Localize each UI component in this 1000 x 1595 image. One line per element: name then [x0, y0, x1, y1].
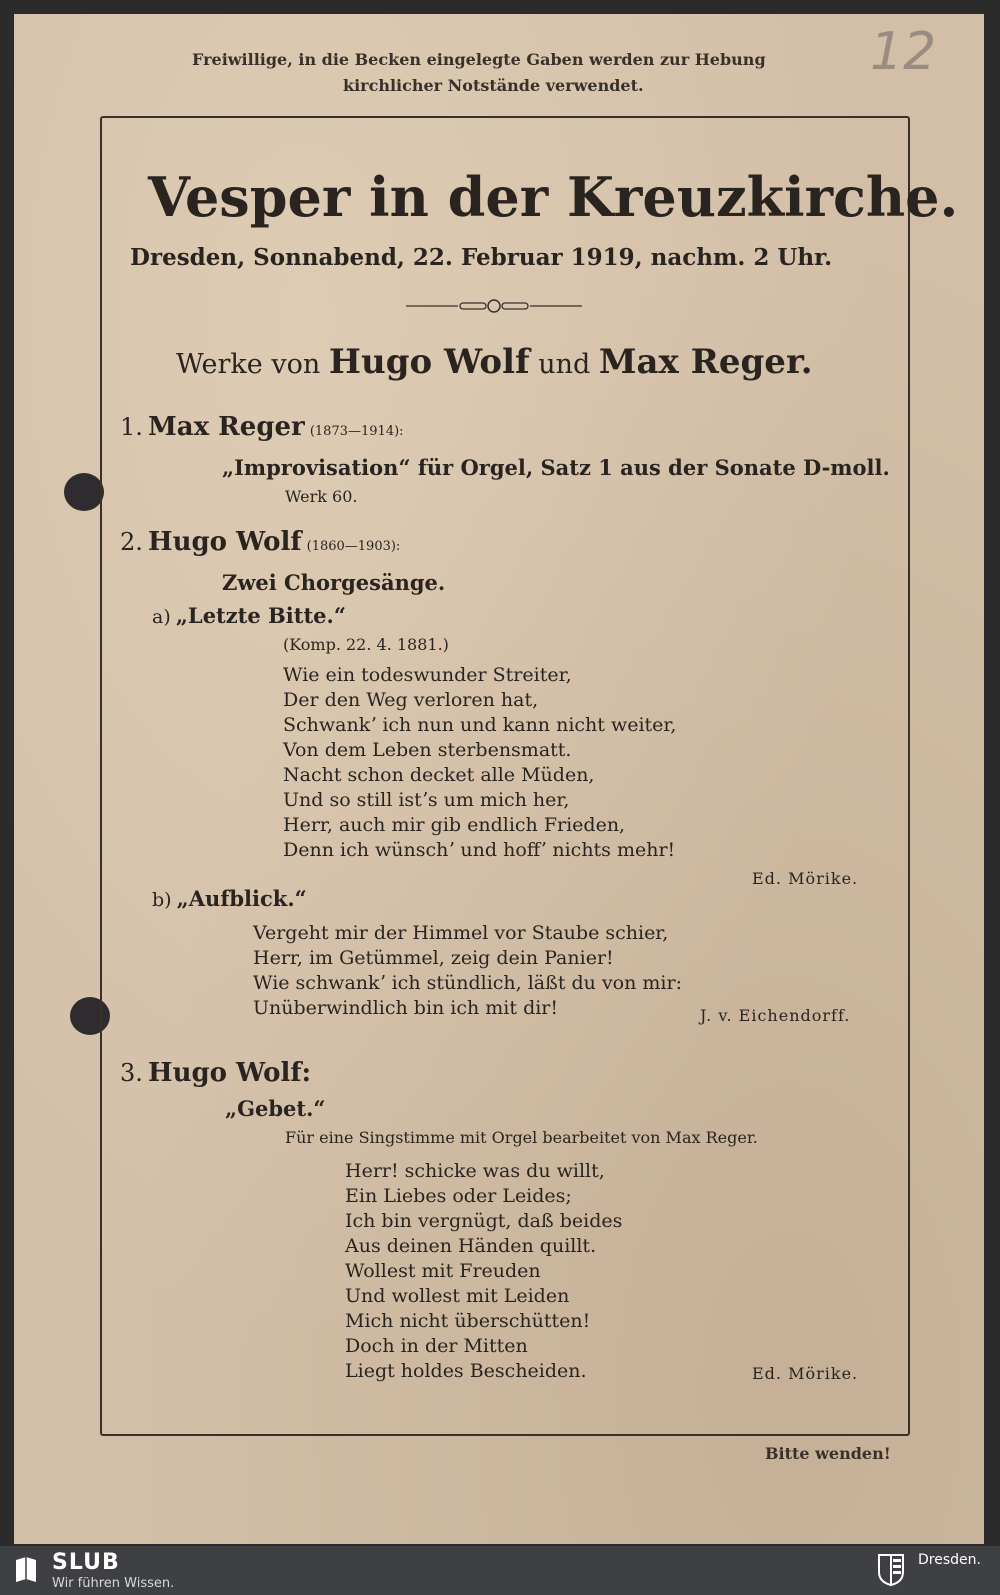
poem-author: Ed. Mörike. — [752, 869, 859, 888]
slub-book-icon — [14, 1556, 38, 1584]
poem-line: Unüberwindlich bin ich mit dir! — [253, 997, 559, 1019]
poem-line: Und wollest mit Leiden — [345, 1285, 570, 1307]
works-heading: Werke von Hugo Wolf und Max Reger. — [176, 342, 813, 382]
poem-line: Herr, auch mir gib endlich Frieden, — [283, 814, 626, 836]
program-item-2: 2. Hugo Wolf (1860—1903): — [120, 527, 401, 557]
item-2a-composed: (Komp. 22. 4. 1881.) — [283, 635, 449, 654]
punch-hole — [64, 473, 104, 511]
item-1-piece: „Improvisation“ für Orgel, Satz 1 aus der Sonate D-moll. — [222, 455, 890, 480]
item-2a-title: a) „Letzte Bitte.“ — [152, 603, 346, 628]
ornament-divider — [406, 298, 582, 314]
poem-line: Doch in der Mitten — [345, 1335, 528, 1357]
poem-line: Der den Weg verloren hat, — [283, 689, 539, 711]
dresden-crest-icon — [878, 1554, 904, 1586]
dresden-link[interactable]: Dresden. — [918, 1552, 981, 1568]
poem-line: Und so still istʼs um mich her, — [283, 789, 570, 811]
slub-name[interactable]: SLUB — [52, 1550, 120, 1575]
poem-line: Denn ich wünschʼ und hoffʼ nichts mehr! — [283, 839, 676, 861]
poem-line: Wollest mit Freuden — [345, 1260, 541, 1282]
poem-line: Aus deinen Händen quillt. — [345, 1235, 597, 1257]
poem-line: Wie schwankʼ ich stündlich, läßt du von mir: — [253, 972, 682, 994]
poem-line: Schwankʼ ich nun und kann nicht weiter, — [283, 714, 677, 736]
page-title: Vesper in der Kreuzkirche. — [148, 165, 959, 229]
item-2b-title: b) „Aufblick.“ — [152, 886, 307, 911]
poem-line: Herr, im Getümmel, zeig dein Panier! — [253, 947, 614, 969]
footer-bar — [0, 1546, 1000, 1595]
poem-line: Ich bin vergnügt, daß beides — [345, 1210, 623, 1232]
poem-line: Wie ein todeswunder Streiter, — [283, 664, 572, 686]
poem-line: Von dem Leben sterbensmatt. — [283, 739, 572, 761]
poem-line: Mich nicht überschütten! — [345, 1310, 591, 1332]
donation-note-line1: Freiwillige, in die Becken eingelegte Gaben werden zur Hebung — [192, 50, 766, 69]
donation-note-line2: kirchlicher Notstände verwendet. — [343, 76, 644, 95]
poem-line: Vergeht mir der Himmel vor Staube schier, — [253, 922, 669, 944]
program-item-1: 1. Max Reger (1873—1914): — [120, 412, 404, 442]
slub-tagline: Wir führen Wissen. — [52, 1576, 175, 1591]
item-1-opus: Werk 60. — [285, 487, 358, 506]
item-3-arrangement: Für eine Singstimme mit Orgel bearbeitet von Max Reger. — [285, 1128, 758, 1147]
item-2-heading: Zwei Chorgesänge. — [222, 570, 446, 595]
event-date: Dresden, Sonnabend, 22. Februar 1919, nachm. 2 Uhr. — [130, 244, 833, 271]
program-item-3: 3. Hugo Wolf: — [120, 1058, 312, 1088]
poem-line: Herr! schicke was du willt, — [345, 1160, 605, 1182]
item-3-title: „Gebet.“ — [225, 1096, 326, 1121]
turn-over-note: Bitte wenden! — [765, 1444, 891, 1463]
poem-author: J. v. Eichendorff. — [700, 1006, 851, 1025]
poem-line: Liegt holdes Bescheiden. — [345, 1360, 587, 1382]
poem-author: Ed. Mörike. — [752, 1364, 859, 1383]
poem-line: Ein Liebes oder Leides; — [345, 1185, 572, 1207]
poem-line: Nacht schon decket alle Müden, — [283, 764, 595, 786]
pencil-page-number: 12 — [870, 22, 937, 82]
